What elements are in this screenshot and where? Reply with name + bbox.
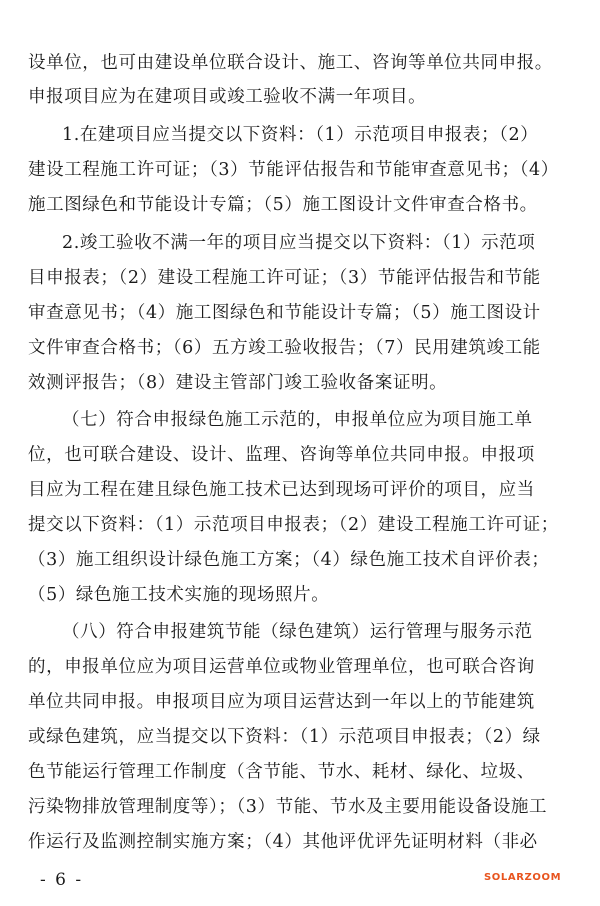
text-line-3: 1.在建项目应当提交以下资料：（1）示范项目申报表；（2） [62,125,539,145]
text-line-17: （八）符合申报建筑节能（绿色建筑）运行管理与服务示范 [62,622,533,642]
text-line-21: 色节能运行管理工作制度（含节能、节水、耗材、绿化、垃圾、 [28,762,535,782]
text-line-23: 作运行及监测控制实施方案；（4）其他评优评先证明材料（非必 [28,832,538,852]
text-line-16: （5）绿色施工技术实施的现场照片。 [28,585,330,605]
text-line-4: 建设工程施工许可证；（3）节能评估报告和节能审查意见书；（4） [28,160,559,180]
text-line-11: （七）符合申报绿色施工示范的，申报单位应为项目施工单 [62,410,533,430]
text-line-22: 污染物排放管理制度等）；（3）节能、节水及主要用能设备设施工 [28,797,548,817]
page-number: - 6 - [40,870,84,890]
text-line-13: 目应为工程在建且绿色施工技术已达到现场可评价的项目，应当 [28,480,535,500]
text-line-19: 单位共同申报。申报项目应为项目运营达到一年以上的节能建筑 [28,692,535,712]
text-line-2: 申报项目应为在建项目或竣工验收不满一年项目。 [28,87,427,107]
text-line-1: 设单位，也可由建设单位联合设计、施工、咨询等单位共同申报。 [28,53,553,73]
text-line-12: 位，也可联合建设、设计、监理、咨询等单位共同申报。申报项 [28,445,535,465]
text-line-9: 文件审查合格书；（6）五方竣工验收报告；（7）民用建筑竣工能 [28,338,541,358]
text-line-7: 目申报表；（2）建设工程施工许可证；（3）节能评估报告和节能 [28,268,541,288]
text-line-8: 审查意见书；（4）施工图绿色和节能设计专篇；（5）施工图设计 [28,303,541,323]
text-line-6: 2.竣工验收不满一年的项目应当提交以下资料：（1）示范项 [62,233,536,253]
text-line-10: 效测评报告；（8）建设主管部门竣工验收备案证明。 [28,373,448,393]
text-line-18: 的，申报单位应为项目运营单位或物业管理单位，也可联合咨询 [28,657,535,677]
watermark-logo: SOLARZOOM [484,872,562,883]
text-line-15: （3）施工组织设计绿色施工方案；（4）绿色施工技术自评价表； [28,550,550,570]
text-line-20: 或绿色建筑，应当提交以下资料：（1）示范项目申报表；（2）绿 [28,727,541,747]
text-line-5: 施工图绿色和节能设计专篇；（5）施工图设计文件审查合格书。 [28,195,538,215]
text-line-14: 提交以下资料：（1）示范项目申报表；（2）建设工程施工许可证； [28,515,559,535]
